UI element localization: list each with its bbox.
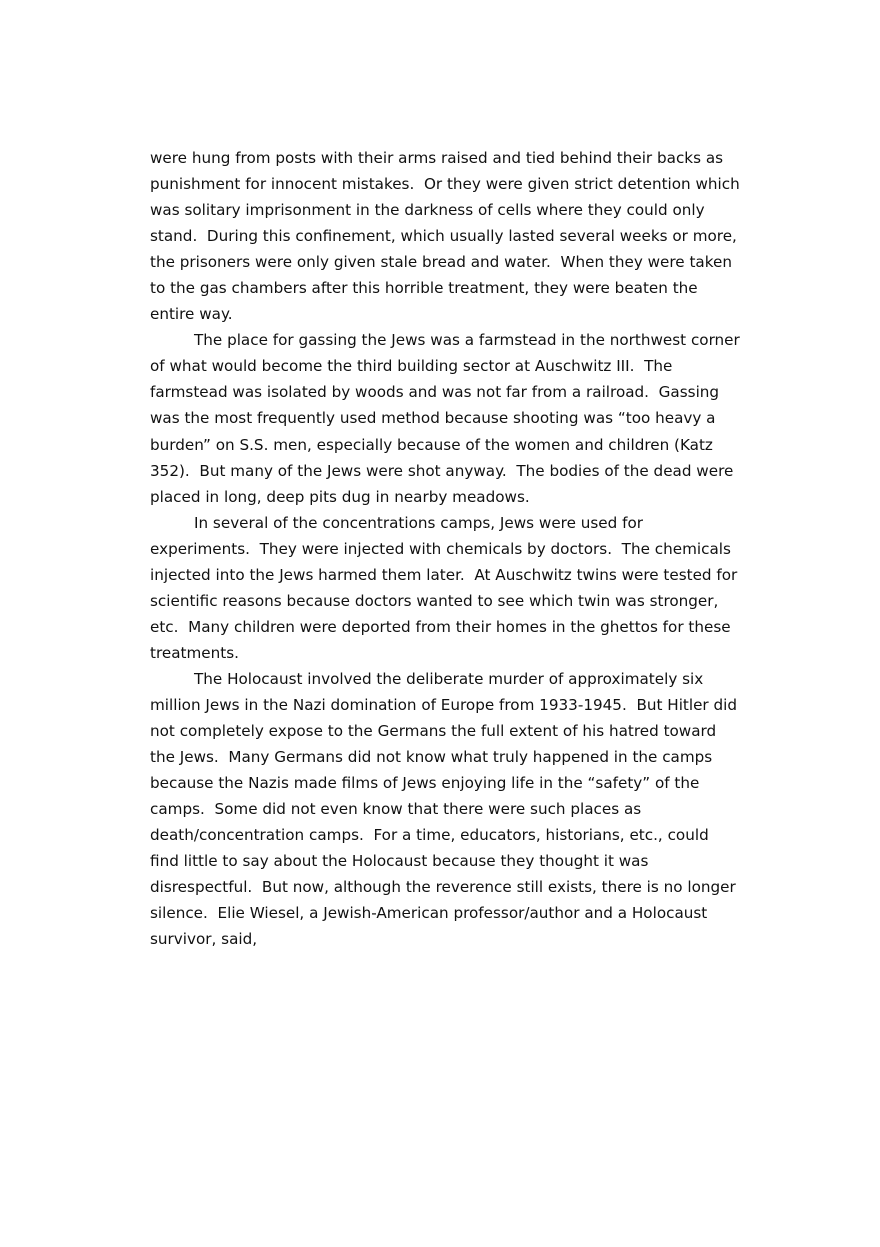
text-line: stand. During this confinement, which usually lasted several weeks or more, — [150, 227, 737, 246]
text-line: of what would become the third building sector at Auschwitz III. The — [150, 357, 673, 376]
paragraph-first-line: The Holocaust involved the deliberate murder of approximately six — [194, 669, 704, 688]
text-line: death/concentration camps. For a time, educators, historians, etc., could — [150, 826, 709, 845]
text-line: experiments. They were injected with chemicals by doctors. The chemicals — [150, 539, 731, 558]
text-line: the Jews. Many Germans did not know what truly happened in the camps — [150, 748, 713, 767]
paragraph-first-line: The place for gassing the Jews was a farmstead in the northwest corner — [194, 331, 740, 350]
text-line: etc. Many children were deported from their homes in the ghettos for these — [150, 617, 731, 636]
text-line: 352). But many of the Jews were shot anyway. The bodies of the dead were — [150, 461, 734, 480]
text-line: to the gas chambers after this horrible treatment, they were beaten the — [150, 279, 698, 298]
body-text — [150, 145, 740, 952]
text-line: disrespectful. But now, although the reverence still exists, there is no longer — [150, 878, 736, 897]
text-line: treatments. — [150, 643, 239, 662]
text-line: injected into the Jews harmed them later. At Auschwitz twins were tested for — [150, 565, 738, 584]
text-line: farmstead was isolated by woods and was not far from a railroad. Gassing — [150, 383, 720, 402]
text-line: punishment for innocent mistakes. Or they were given strict detention which — [150, 175, 740, 194]
text-line: survivor, said, — [150, 930, 258, 949]
text-line: scientific reasons because doctors wanted to see which twin was stronger, — [150, 591, 719, 610]
text-line: was the most frequently used method because shooting was “too heavy a — [150, 409, 716, 428]
text-line: because the Nazis made films of Jews enjoying life in the “safety” of the — [150, 774, 700, 793]
text-line: entire way. — [150, 305, 233, 324]
text-line: camps. Some did not even know that there were such places as — [150, 800, 642, 819]
text-line: placed in long, deep pits dug in nearby meadows. — [150, 487, 530, 506]
text-line: were hung from posts with their arms raised and tied behind their backs as — [150, 149, 724, 167]
text-line: not completely expose to the Germans the full extent of his hatred toward — [150, 722, 717, 741]
text-line: burden” on S.S. men, especially because of the women and children (Katz — [150, 435, 713, 454]
text-line: was solitary imprisonment in the darkness of cells where they could only — [150, 201, 705, 220]
text-line: the prisoners were only given stale bread and water. When they were taken — [150, 253, 732, 272]
text-line: silence. Elie Wiesel, a Jewish-American professor/author and a Holocaust — [150, 904, 708, 923]
paragraph-first-line: In several of the concentrations camps, Jews were used for — [194, 513, 643, 532]
text-line: million Jews in the Nazi domination of Europe from 1933-1945. But Hitler did — [150, 695, 738, 714]
text-line: find little to say about the Holocaust because they thought it was — [150, 852, 649, 871]
